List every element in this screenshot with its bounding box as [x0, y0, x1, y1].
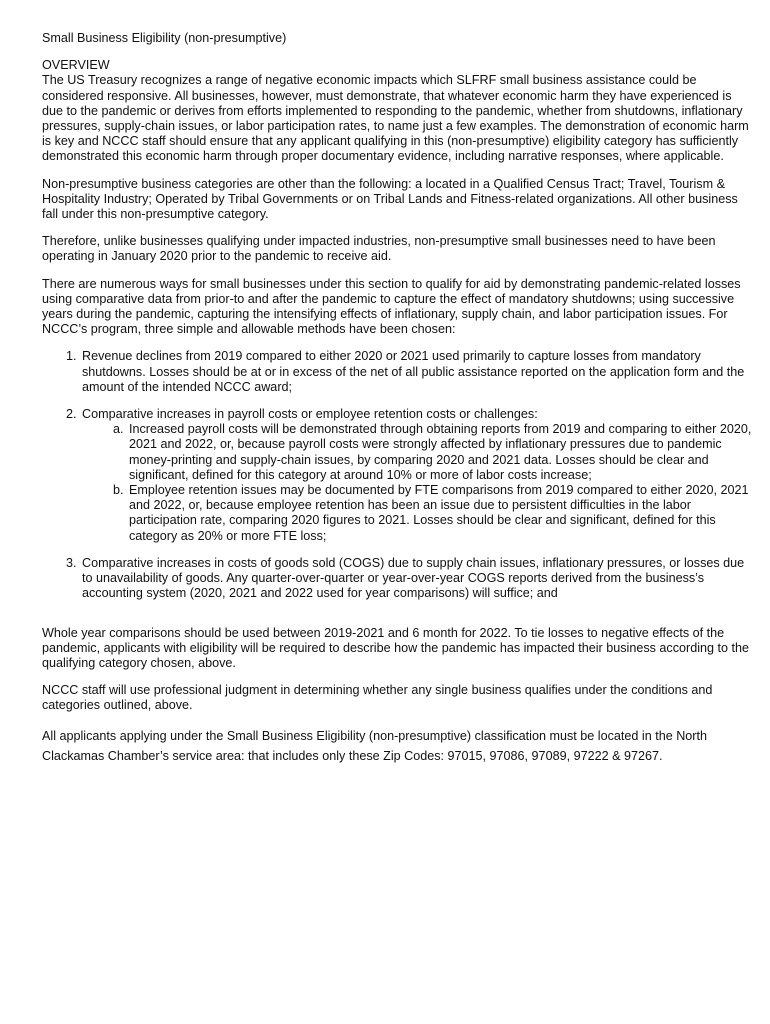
method-item-2b — [127, 483, 754, 544]
method-item-2a — [127, 422, 754, 483]
whole-year-paragraph: Whole year comparisons should be used between 2019-2021 and 6 month for 2022. To tie losses to negative effects of the pandemic, applicants with eligibility will be required to describe how the pandemic has impacted their business according to the qualifying category chosen, above. — [42, 625, 750, 670]
method-item-3-text: Comparative increases in costs of goods sold (COGS) due to supply chain issues, inflationary pressures, or losses due to unavailability of goods. Any quarter-over-quarter or year-over-year COGS reports derived from the business’s accounting system (2020, 2021 and 2022 used for year comparisons) will suffice; and — [82, 555, 745, 601]
method-item-2 — [80, 407, 754, 544]
method-item-2-sublist — [82, 422, 754, 544]
method-item-1-text: Revenue declines from 2019 compared to either 2020 or 2021 used primarily to capture losses from mandatory shutdowns. Losses should be at or in excess of the net of all public assistance reported on the application form and the amount of the intended NCCC award; — [82, 349, 745, 394]
numerous-ways-paragraph: There are numerous ways for small businesses under this section to qualify for aid by demonstrating pandemic-related losses using comparative data from prior-to and after the pandemic to capture the effect of mandatory shutdowns; using successive years during the pandemic, capturing the intensifying effects of inflationary, supply chain, and labor participation issues. For NCCC’s program, three simple and allowable methods have been chosen: — [42, 276, 741, 337]
method-item-2a-text: Increased payroll costs will be demonstrated through obtaining reports from 2019 and comparing to either 2020, 2021 and 2022, or, because payroll costs were strongly affected by inflationary pressures due to pandemic money-printing and supply-chain issues, by comparing 2020 and 2021 data. Losses should be clear and significant, defined for this category at around 10% or more of labor costs increase; — [129, 422, 752, 482]
document-title: Small Business Eligibility (non-presumptive) — [42, 31, 287, 45]
judgment-paragraph: NCCC staff will use professional judgment in determining whether any single business qualifies under the conditions and categories outlined, above. — [42, 683, 713, 713]
method-item-3 — [80, 556, 754, 602]
document-page — [42, 31, 754, 778]
non-presumptive-paragraph: Non-presumptive business categories are other than the following: a located in a Qualified Census Tract; Travel, Tourism & Hospitality Industry; Operated by Tribal Governments or on Tribal Lands and Fitness-related organizations. All other business fall under this non-presumptive category. — [42, 176, 738, 222]
overview-heading: OVERVIEW — [42, 58, 110, 73]
methods-list — [42, 349, 754, 601]
closing-section — [42, 626, 754, 766]
service-area-paragraph: All applicants applying under the Small Business Eligibility (non-presumptive) classification must be located in the North Clackamas Chamber’s service area: that includes only these Zip Codes: 97015, 97086, 97089, 97222 & 97267. — [42, 728, 707, 763]
overview-paragraph: The US Treasury recognizes a range of negative economic impacts which SLFRF small business assistance could be considered responsive. All businesses, however, must demonstrate, that whatever economic harm they have experienced is due to the pandemic or derives from efforts implemented to responding to the pandemic, whether from shutdowns, inflationary pressures, supply-chain issues, or labor participation rates, to name just a few examples. The demonstration of economic harm is key and NCCC staff should ensure that any applicant qualifying in this (non-presumptive) eligibility category has sufficiently demonstrated this economic harm through proper documentary evidence, including narrative responses, where applicable. — [42, 73, 749, 164]
therefore-paragraph: Therefore, unlike businesses qualifying under impacted industries, non-presumptive small businesses need to have been operating in January 2020 prior to the pandemic to receive aid. — [42, 234, 716, 264]
method-item-1 — [80, 349, 754, 395]
method-item-2-intro: Comparative increases in payroll costs or employee retention costs or challenges: — [82, 407, 538, 422]
method-item-2b-text: Employee retention issues may be documented by FTE comparisons from 2019 compared to either 2020, 2021 and 2022, or, because employee retention has been an issue due to persistent difficulties in the labor participation rate, comparing 2020 figures to 2021. Losses should be clear and significant, defined for this category as 20% or more FTE loss; — [129, 483, 749, 543]
